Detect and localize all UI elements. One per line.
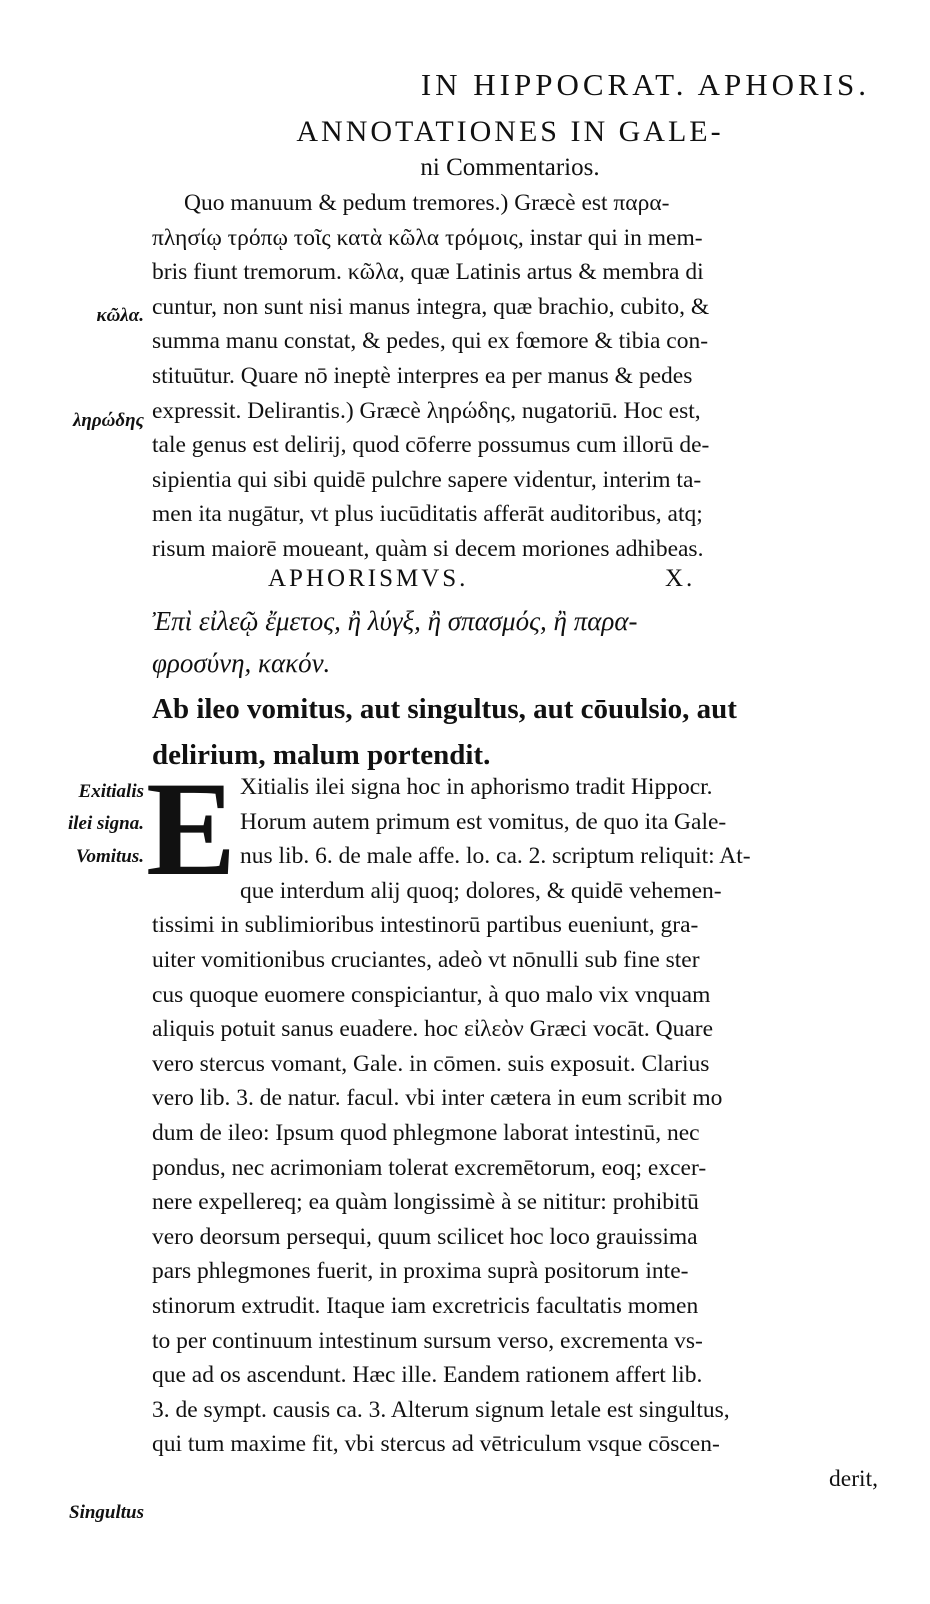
text-line: men ita nugātur, vt plus iucūditatis afferāt auditoribus, atq; xyxy=(152,501,703,528)
section-title: ANNOTATIONES IN GALE- xyxy=(296,115,724,148)
text-line: Xitialis ilei signa hoc in aphorismo tradit Hippocr. xyxy=(240,774,713,800)
running-head: IN HIPPOCRAT. APHORIS. xyxy=(420,67,870,102)
text-line: risum maiorē moueant, quàm si decem moriones adhibeas. xyxy=(152,535,704,562)
greek-line: φροσύνη, κακόν. xyxy=(152,648,331,678)
text-line: stinorum extrudit. Itaque iam excretricis facultatis momen xyxy=(152,1292,699,1319)
text-line: summa manu constat, & pedes, qui ex fœmore & tibia con- xyxy=(152,328,709,355)
section-subtitle: ni Commentarios. xyxy=(420,154,600,181)
aphorism-number: X. xyxy=(665,565,696,592)
text-line: aliquis potuit sanus euadere. hoc εἰλεὸν Græci vocāt. Quare xyxy=(152,1016,714,1043)
text-line: sipientia qui sibi quidē pulchre sapere videntur, interim ta- xyxy=(152,466,702,493)
text-line: dum de ileo: Ipsum quod phlegmone laborat intestinū, nec xyxy=(152,1119,700,1146)
text-line: stituūtur. Quare nō ineptè interpres ea per manus & pedes xyxy=(152,362,693,389)
margin-note-kola: κῶλα. xyxy=(96,305,144,326)
text-line: expressit. Delirantis.) Græcè ληρώδης, nugatoriū. Hoc est, xyxy=(152,397,701,424)
text-line: tale genus est delirij, quod cōferre possumus cum illorū de- xyxy=(152,432,710,459)
text-line: qui tum maxime fit, vbi stercus ad vētriculum vsque cōscen- xyxy=(152,1431,720,1458)
latin-line: delirium, malum portendit. xyxy=(152,739,491,771)
text-line: pondus, nec acrimoniam tolerat excremētorum, eoq; excer- xyxy=(152,1154,707,1181)
catchword: derit, xyxy=(829,1465,878,1492)
latin-line: Ab ileo vomitus, aut singultus, aut cōuulsio, aut xyxy=(152,693,737,725)
text-line: que ad os ascendunt. Hæc ille. Eandem rationem affert lib. xyxy=(152,1362,703,1389)
margin-note-exitialis: Exitialis xyxy=(78,781,144,802)
text-line: tissimi in sublimioribus intestinorū partibus eueniunt, gra- xyxy=(152,912,699,939)
aphorism-greek xyxy=(152,600,878,684)
text-line: nere expellereq; ea quàm longissimè à se nititur: prohibitū xyxy=(152,1189,699,1216)
text-line: vero lib. 3. de natur. facul. vbi inter cætera in eum scribit mo xyxy=(152,1085,723,1112)
text-line: nus lib. 6. de male affe. lo. ca. 2. scriptum reliquit: At- xyxy=(240,843,751,870)
text-line: to per continuum intestinum sursum verso, excrementa vs- xyxy=(152,1327,703,1354)
text-line: vero deorsum persequi, quum scilicet hoc loco grauissima xyxy=(152,1223,698,1250)
margin-note-lerodes: ληρώδης xyxy=(72,410,144,431)
text-line: Horum autem primum est vomitus, de quo ita Gale- xyxy=(240,808,727,835)
margin-note-singultus: Singultus xyxy=(69,1502,144,1523)
aphorism-latin xyxy=(152,686,878,778)
text-line: bris fiunt tremorum. κῶλα, quæ Latinis artus & membra di xyxy=(152,259,704,286)
text-line: uiter vomitionibus cruciantes, adeò vt nōnulli sub fine ster xyxy=(152,946,700,973)
text-line: pars phlegmones fuerit, in proxima suprà positorum inte- xyxy=(152,1258,689,1285)
text-line: πλησίῳ τρόπῳ τοῖς κατὰ κῶλα τρόμοις, instar qui in mem- xyxy=(152,224,703,251)
drop-cap: E xyxy=(146,755,237,904)
text-line: Quo manuum & pedum tremores.) Græcè est παρα- xyxy=(184,190,670,216)
aphorism-title: APHORISMVS. xyxy=(268,565,469,592)
text-line: cuntur, non sunt nisi manus integra, quæ brachio, cubito, & xyxy=(152,293,710,320)
greek-line: Ἐπὶ εἰλεῷ ἔμετος, ἢ λύγξ, ἢ σπασμός, ἢ παρα- xyxy=(152,606,638,636)
margin-note-vomitus: Vomitus. xyxy=(75,846,144,867)
annotation-text xyxy=(152,186,878,567)
text-line: cus quoque euomere conspiciantur, à quo malo vix vnquam xyxy=(152,981,711,1008)
text-line: vero stercus vomant, Gale. in cōmen. suis exposuit. Clarius xyxy=(152,1050,710,1077)
margin-note-ilei-signa: ilei signa. xyxy=(67,813,144,834)
commentary-text xyxy=(152,770,878,1496)
text-line: 3. de sympt. causis ca. 3. Alterum signum letale est singultus, xyxy=(152,1396,730,1423)
text-line: que interdum alij quoq; dolores, & quidē vehemen- xyxy=(240,877,722,904)
